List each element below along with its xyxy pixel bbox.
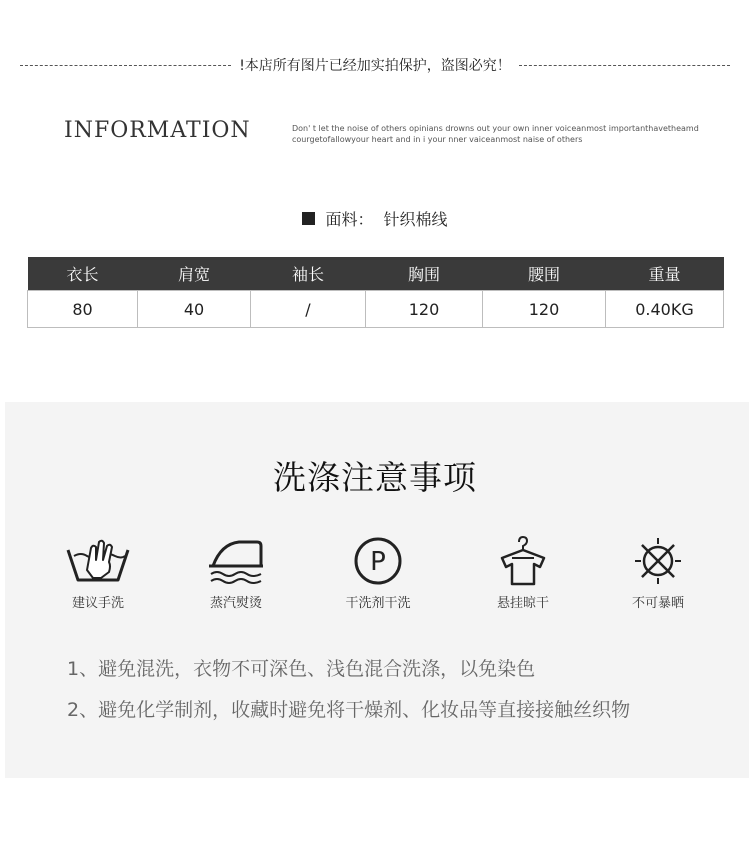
divider-right: [519, 65, 730, 66]
header-length: 衣长: [28, 257, 138, 291]
header-chest: 胸围: [366, 257, 483, 291]
icon-label: 蒸汽熨烫: [209, 596, 262, 611]
icon-label: 不可暴晒: [631, 596, 684, 611]
icon-label: 干洗剂干洗: [345, 596, 411, 611]
care-item-hand-wash: [38, 536, 158, 611]
divider-left: [20, 65, 231, 66]
care-note-1: 1、避免混洗，衣物不可深色、浅色混合洗涤，以免染色: [67, 658, 536, 680]
dry-clean-icon: [345, 536, 411, 586]
cell-shoulder: 40: [138, 291, 251, 328]
information-subtitle: Don' t let the noise of others opinians drowns out your own inner voiceanmost importanthavetheamd courgetofallowyour heart and in i your nner vaiceanmost naise of others: [292, 124, 699, 144]
icon-label: 悬挂晾干: [496, 596, 549, 611]
header-shoulder: 肩宽: [138, 257, 251, 291]
cell-waist: 120: [483, 291, 606, 328]
fabric-line: [0, 207, 750, 230]
cell-weight: 0.40KG: [606, 291, 724, 328]
notice-text: !本店所有图片已经加实拍保护，盗图必究！: [239, 58, 511, 74]
care-item-hang-dry: [463, 536, 583, 611]
hang-dry-icon: [490, 536, 556, 586]
care-item-no-sun: [598, 536, 718, 611]
notice-banner: [20, 54, 730, 76]
no-sun-icon: [625, 536, 691, 586]
svg-text:P: P: [370, 547, 386, 577]
header-waist: 腰围: [483, 257, 606, 291]
cell-length: 80: [28, 291, 138, 328]
information-title: INFORMATION: [64, 118, 251, 143]
care-title: 洗涤注意事项: [273, 458, 477, 497]
icon-label: 建议手洗: [71, 596, 124, 611]
header-weight: 重量: [606, 257, 724, 291]
bullet-square-icon: [302, 212, 315, 225]
hand-wash-icon: [65, 536, 131, 586]
table-header-row: [28, 257, 724, 291]
fabric-value: 针织棉线: [383, 210, 448, 229]
table-row: [28, 291, 724, 328]
care-item-dry-clean: [318, 536, 438, 611]
cell-chest: 120: [366, 291, 483, 328]
care-item-steam-iron: [176, 536, 296, 611]
fabric-label: 面料：: [325, 210, 374, 229]
steam-iron-icon: [203, 536, 269, 586]
header-sleeve: 袖长: [251, 257, 366, 291]
cell-sleeve: /: [251, 291, 366, 328]
size-table: [27, 257, 724, 328]
care-note-2: 2、避免化学制剂，收藏时避免将干燥剂、化妆品等直接接触丝织物: [67, 699, 631, 721]
